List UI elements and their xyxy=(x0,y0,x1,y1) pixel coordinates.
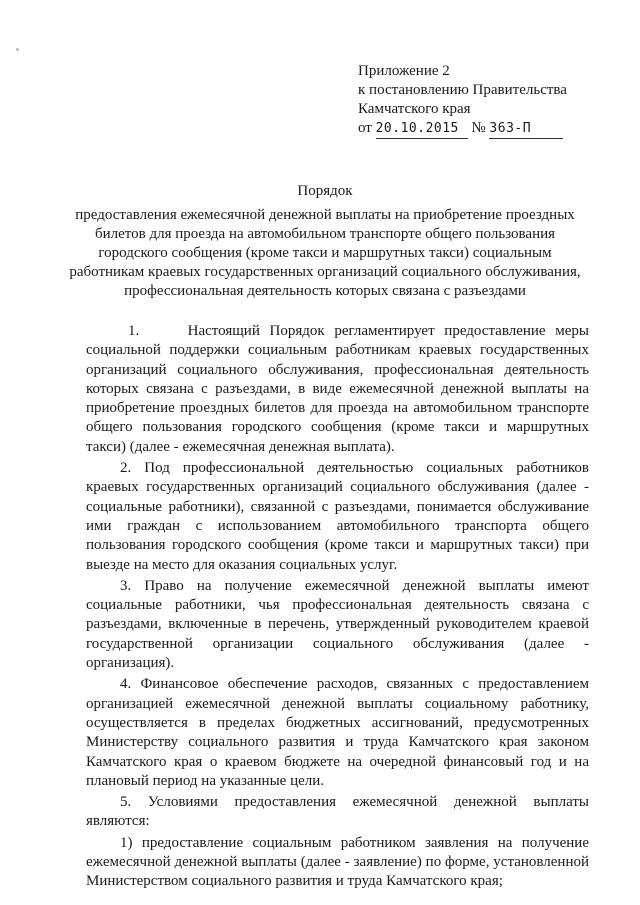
number-prefix: № xyxy=(471,120,486,136)
title-subtitle: предоставления ежемесячной денежной выплаты на приобретение проездных билетов для проезда на автомобильном транспорте общего пользования городского сообщения (кроме такси и маршрутных такси) социальным работникам краевых государственных организаций социального обслуживания, профессиональная деятельность которых связана с разъездами xyxy=(69,207,581,299)
appendix-number: Приложение 2 xyxy=(358,63,450,79)
paragraph-1: 1. Настоящий Порядок регламентирует предоставление меры социальной поддержки социальным работникам краевых государственных организаций социального обслуживания, профессиональная деятельность которых связана с разъездами, в виде ежемесячной денежной выплаты на приобретение проездных билетов для проезда на автомобильном транспорте общего пользования городского сообщения (кроме такси и маршрутных такси) (далее - ежемесячная денежная выплата). xyxy=(86,323,589,455)
scan-speck xyxy=(16,48,19,51)
paragraph-2: 2. Под профессиональной деятельностью социальных работников краевых государственных организаций социального обслуживания (далее - социальные работники), связанной с разъездами, понимается обслуживание ими граждан с использованием автомобильного транспорта общего пользования городского сообщения (кроме такси и маршрутных такси) при выезде на место для оказания социальных услуг. xyxy=(86,460,589,573)
appendix-region: Камчатского края xyxy=(358,101,471,117)
paragraph-4: 4. Финансовое обеспечение расходов, связанных с предоставлением организацией ежемесячной денежной выплаты социальному работнику, осуществляется в пределах бюджетных ассигнований, предусмотренных Министерству социального развития и труда Камчатского края законом Камчатского края о краевом бюджете на очередной финансовый год и на плановый период на указанные цели. xyxy=(86,676,589,789)
appendix-resolution-ref: к постановлению Правительства xyxy=(358,82,567,98)
paragraph-5-item-1: 1) предоставление социальным работником заявления на получение ежемесячной денежной выплаты (далее - заявление) по форме, установленной Министерством социального развития и труда Камчатского края; xyxy=(86,834,589,890)
paragraph-3: 3. Право на получение ежемесячной денежной выплаты имеют социальные работники, чья профессиональная деятельность связана с разъездами, включенные в перечень, утвержденный руководителем краевой государственной организации социального обслуживания (далее - организация). xyxy=(86,577,589,672)
appendix-date-line xyxy=(358,119,567,139)
appendix-header xyxy=(358,62,567,139)
title-word: Порядок xyxy=(297,183,353,199)
paragraph-5: 5. Условиями предоставления ежемесячной денежной выплаты являются: xyxy=(86,794,589,830)
document-title xyxy=(60,182,590,301)
document-body xyxy=(86,322,589,894)
date-prefix: от xyxy=(358,120,372,136)
resolution-number: 363-П xyxy=(489,119,563,139)
resolution-date: 20.10.2015 xyxy=(376,119,468,139)
